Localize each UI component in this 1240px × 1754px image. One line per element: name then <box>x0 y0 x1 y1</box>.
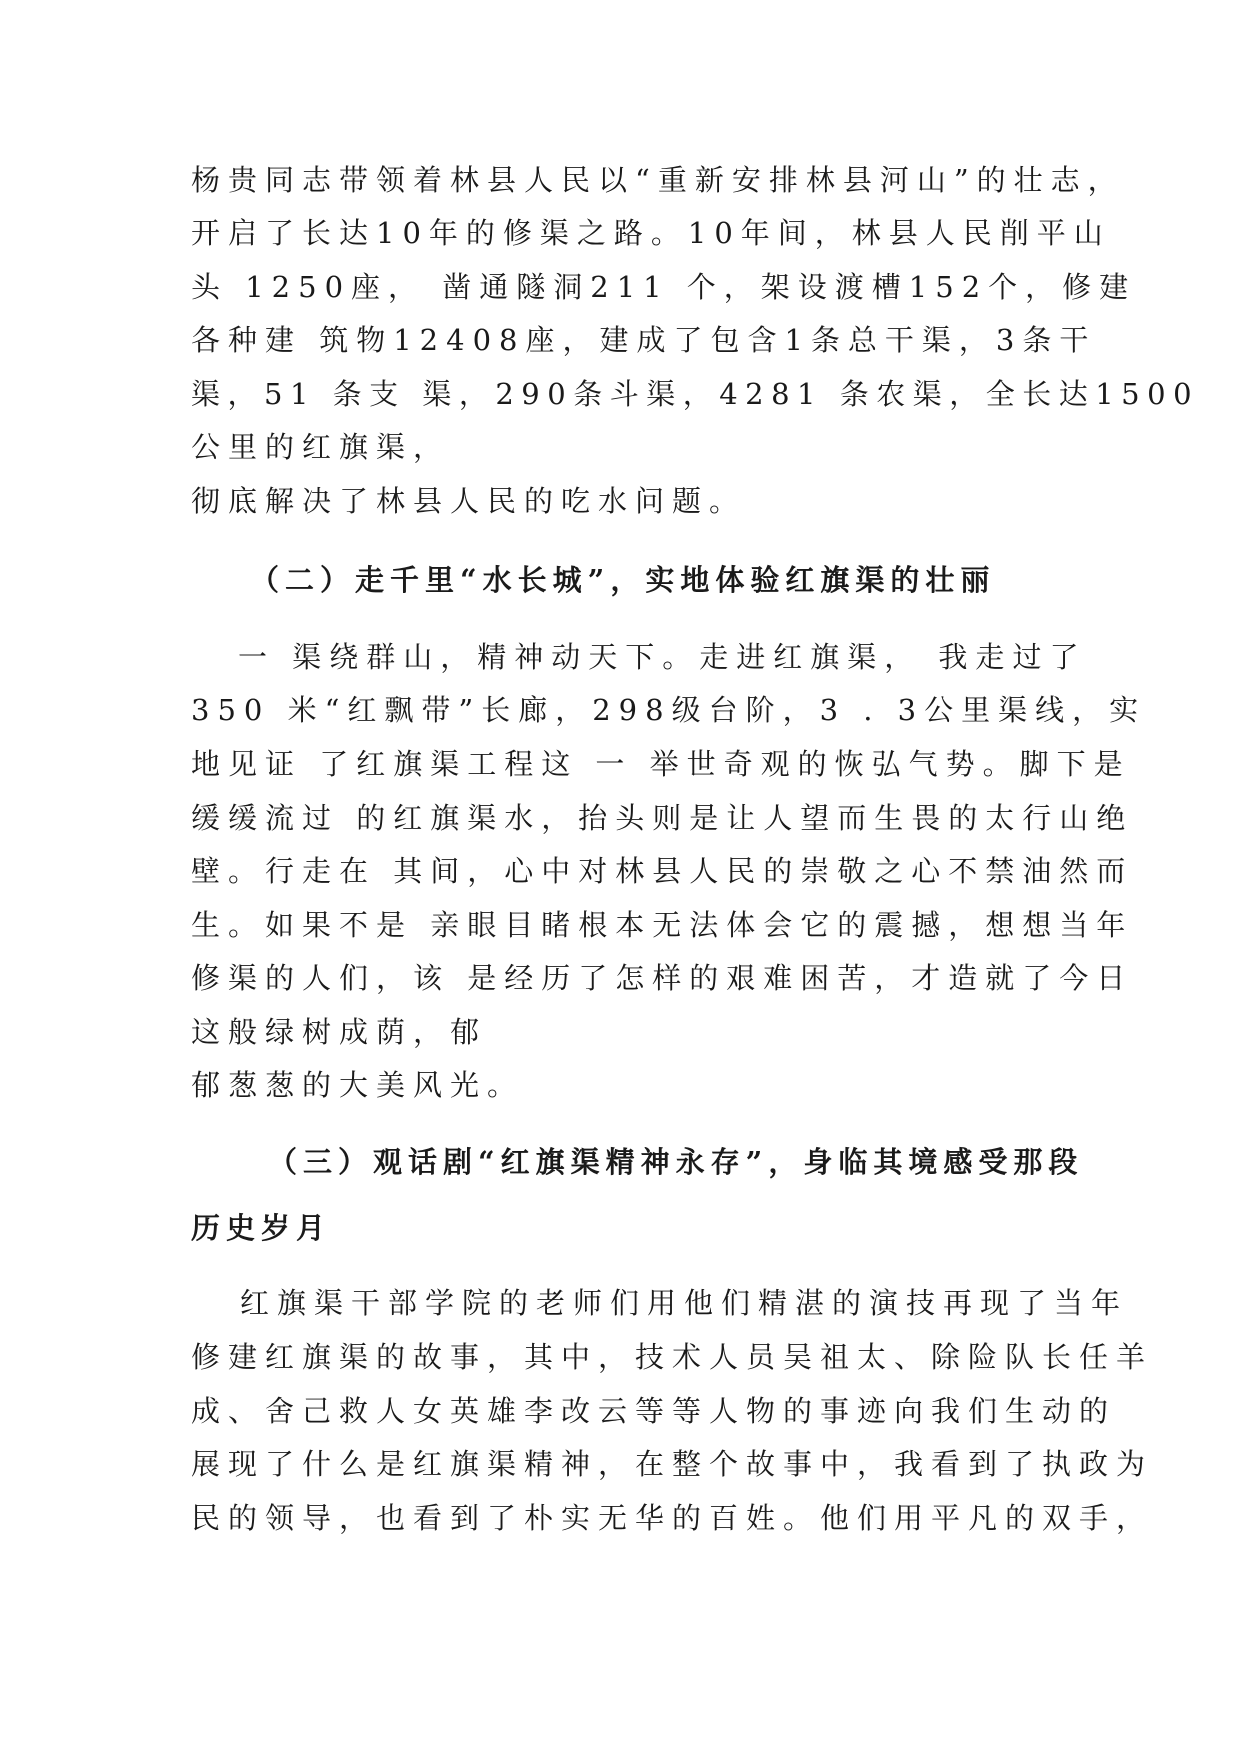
paragraph-line: 公里的红旗渠， <box>191 430 451 464</box>
paragraph-line: 修渠的人们，该 是经历了怎样的艰难困苦，才造就了今日 <box>191 961 1134 995</box>
section-heading-continued: 历史岁月 <box>191 1211 332 1245</box>
paragraph-line: 各种建 筑物12408座，建成了包含1条总干渠，3条干 <box>191 323 1097 357</box>
paragraph-line: 一 渠绕群山，精神动天下。走进红旗渠， 我走过了 <box>238 640 1087 674</box>
paragraph-line: 展现了什么是红旗渠精神，在整个故事中，我看到了执政为 <box>191 1447 1154 1481</box>
paragraph-line: 这般绿树成荫，郁 <box>191 1015 488 1049</box>
section-heading: （二）走千里“水长城”，实地体验红旗渠的壮丽 <box>250 563 996 597</box>
paragraph-line: 郁葱葱的大美风光。 <box>191 1068 525 1102</box>
paragraph-line: 杨贵同志带领着林县人民以“重新安排林县河山”的壮志， <box>191 163 1125 197</box>
paragraph-line: 壁。行走在 其间，心中对林县人民的崇敬之心不禁油然而 <box>191 854 1134 888</box>
paragraph-line: 头 1250座， 凿通隧洞211 个，架设渡槽152个，修建 <box>191 270 1137 304</box>
paragraph-line: 地见证 了红旗渠工程这 一 举世奇观的恢弘气势。脚下是 <box>191 747 1131 781</box>
paragraph-line: 修建红旗渠的故事，其中，技术人员吴祖太、除险队长任羊 <box>191 1340 1154 1374</box>
paragraph-line: 350 米“红飘带”长廊，298级台阶，3 . 3公里渠线，实 <box>191 693 1147 727</box>
paragraph-line: 渠，51 条支 渠，290条斗渠，4281 条农渠，全长达1500 <box>191 377 1200 411</box>
paragraph-line: 红旗渠干部学院的老师们用他们精湛的演技再现了当年 <box>240 1286 1129 1320</box>
section-heading: （三）观话剧“红旗渠精神永存”，身临其境感受那段 <box>268 1145 1084 1179</box>
paragraph-line: 开启了长达10年的修渠之路。10年间，林县人民削平山 <box>191 216 1111 250</box>
paragraph-line: 缓缓流过 的红旗渠水，抬头则是让人望而生畏的太行山绝 <box>191 801 1134 835</box>
paragraph-line: 民的领导，也看到了朴实无华的百姓。他们用平凡的双手， <box>191 1501 1154 1535</box>
paragraph-line: 彻底解决了林县人民的吃水问题。 <box>191 484 747 518</box>
paragraph-line: 生。如果不是 亲眼目睹根本无法体会它的震撼，想想当年 <box>191 908 1134 942</box>
paragraph-line: 成、舍己救人女英雄李改云等等人物的事迹向我们生动的 <box>191 1394 1117 1428</box>
